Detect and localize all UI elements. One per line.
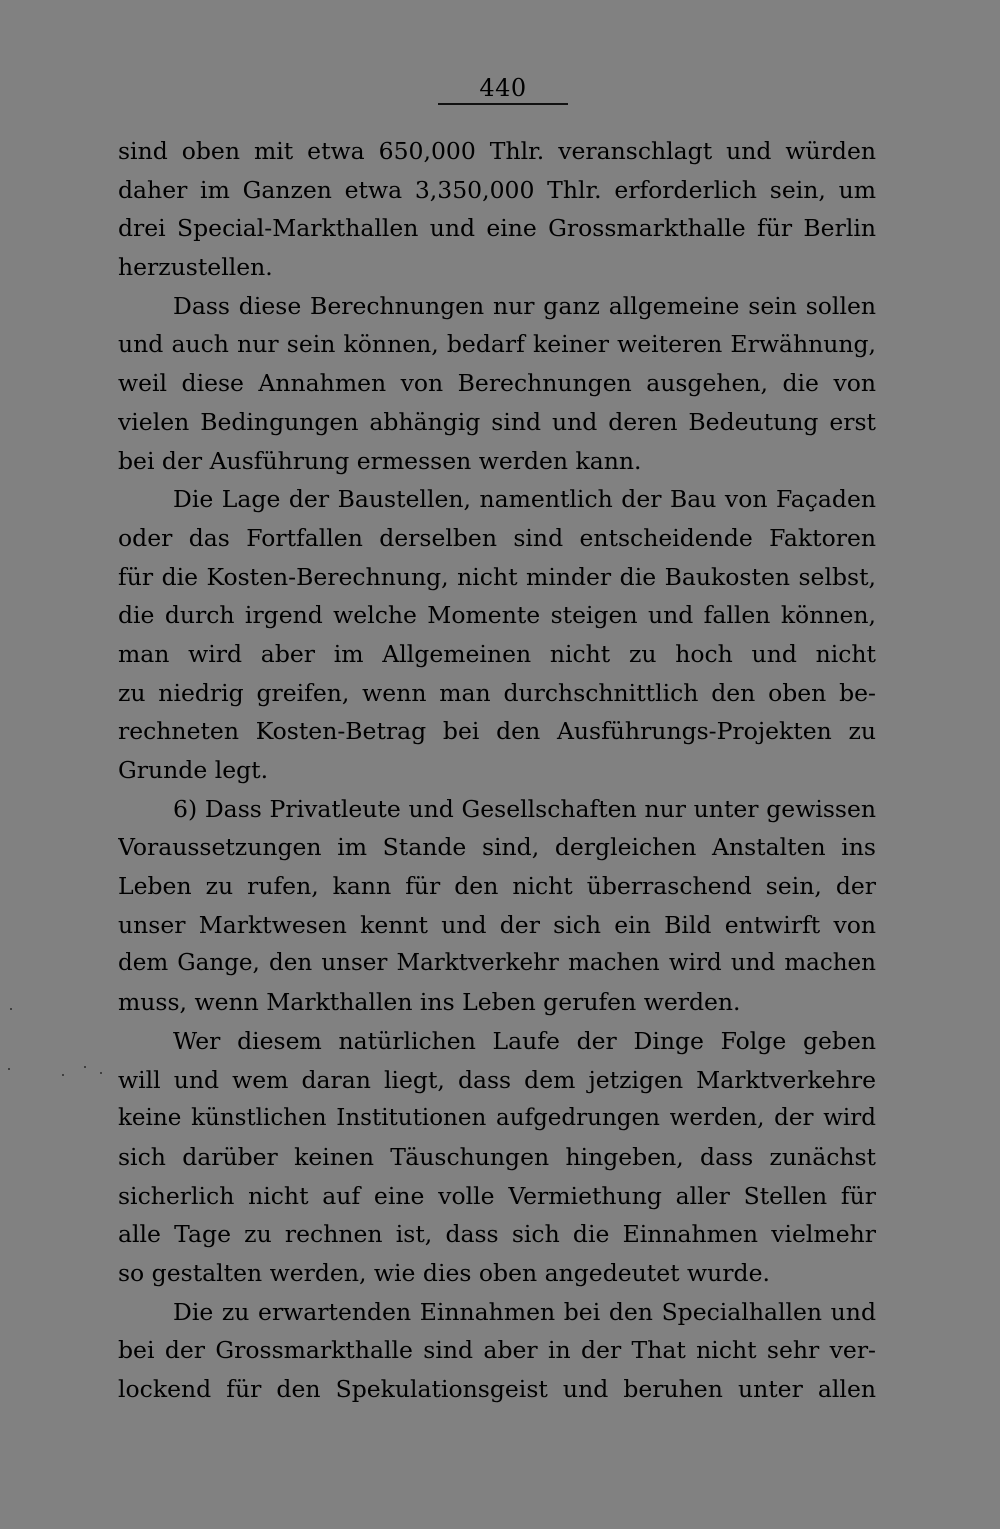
text-line: zu niedrig greifen, wenn man durchschnittlich den oben be- xyxy=(118,678,876,707)
text-line: sich darüber keinen Täuschungen hingeben, dass zunächst xyxy=(118,1142,876,1171)
text-line: muss, wenn Markthallen ins Leben gerufen werden. xyxy=(118,988,741,1017)
page-number: 440 xyxy=(479,74,527,102)
text-line: Grunde legt. xyxy=(118,756,269,784)
text-line: für die Kosten-Berechnung, nicht minder die Baukosten selbst, xyxy=(118,562,876,591)
text-line: bei der Ausführung ermessen werden kann. xyxy=(118,446,642,475)
text-line: die durch irgend welche Momente steigen und fallen können, xyxy=(118,601,876,630)
text-line: weil diese Annahmen von Berechnungen ausgehen, die von xyxy=(118,369,876,398)
text-line: lockend für den Spekulationsgeist und beruhen unter allen xyxy=(118,1375,876,1403)
paragraph-first-line: Wer diesem natürlichen Laufe der Dinge Folge geben xyxy=(173,1026,876,1055)
scan-speck xyxy=(84,1066,86,1068)
text-line: daher im Ganzen etwa 3,350,000 Thlr. erforderlich sein, um xyxy=(118,175,876,204)
text-line: unser Marktwesen kennt und der sich ein Bild entwirft von xyxy=(118,910,876,939)
text-line: dem Gange, den unser Marktverkehr machen wird und machen xyxy=(118,950,876,977)
paragraph-first-line: 6) Dass Privatleute und Gesellschaften nur unter gewissen xyxy=(173,794,876,823)
text-line: vielen Bedingungen abhängig sind und deren Bedeutung erst xyxy=(118,407,876,436)
body-text xyxy=(118,132,876,1409)
paragraph-first-line: Dass diese Berechnungen nur ganz allgemeine sein sollen xyxy=(173,291,876,320)
text-line: keine künstlichen Institutionen aufgedrungen werden, der wird xyxy=(118,1105,876,1132)
text-line: drei Special-Markthallen und eine Grossmarkthalle für Berlin xyxy=(118,214,876,243)
text-line: Leben zu rufen, kann für den nicht überraschend sein, der xyxy=(118,872,876,901)
scan-speck xyxy=(100,1072,102,1074)
text-line: man wird aber im Allgemeinen nicht zu hoch und nicht xyxy=(118,639,876,668)
text-line: so gestalten werden, wie dies oben angedeutet wurde. xyxy=(118,1258,770,1287)
text-line: oder das Fortfallen derselben sind entscheidende Faktoren xyxy=(118,523,876,552)
paragraph-first-line: Die Lage der Baustellen, namentlich der Bau von Façaden xyxy=(173,485,876,514)
text-line: sicherlich nicht auf eine volle Vermiethung aller Stellen für xyxy=(118,1181,876,1210)
text-line: und auch nur sein können, bedarf keiner weiteren Erwähnung, xyxy=(118,330,876,359)
text-line: will und wem daran liegt, dass dem jetzigen Marktverkehre xyxy=(118,1065,876,1094)
text-line: herzustellen. xyxy=(118,253,273,282)
text-line: sind oben mit etwa 650,000 Thlr. veranschlagt und würden xyxy=(118,137,876,165)
text-line: rechneten Kosten-Betrag bei den Ausführungs-Projekten zu xyxy=(118,717,876,746)
scan-speck xyxy=(8,1068,10,1070)
scan-speck xyxy=(62,1074,64,1076)
page-number-underline xyxy=(438,103,568,105)
text-line: alle Tage zu rechnen ist, dass sich die Einnahmen vielmehr xyxy=(118,1220,876,1249)
text-line: bei der Grossmarkthalle sind aber in der That nicht sehr ver- xyxy=(118,1336,876,1365)
paragraph-first-line: Die zu erwartenden Einnahmen bei den Specialhallen und xyxy=(173,1297,876,1326)
scan-speck xyxy=(10,1008,12,1010)
text-line: Voraussetzungen im Stande sind, dergleichen Anstalten ins xyxy=(118,833,876,862)
